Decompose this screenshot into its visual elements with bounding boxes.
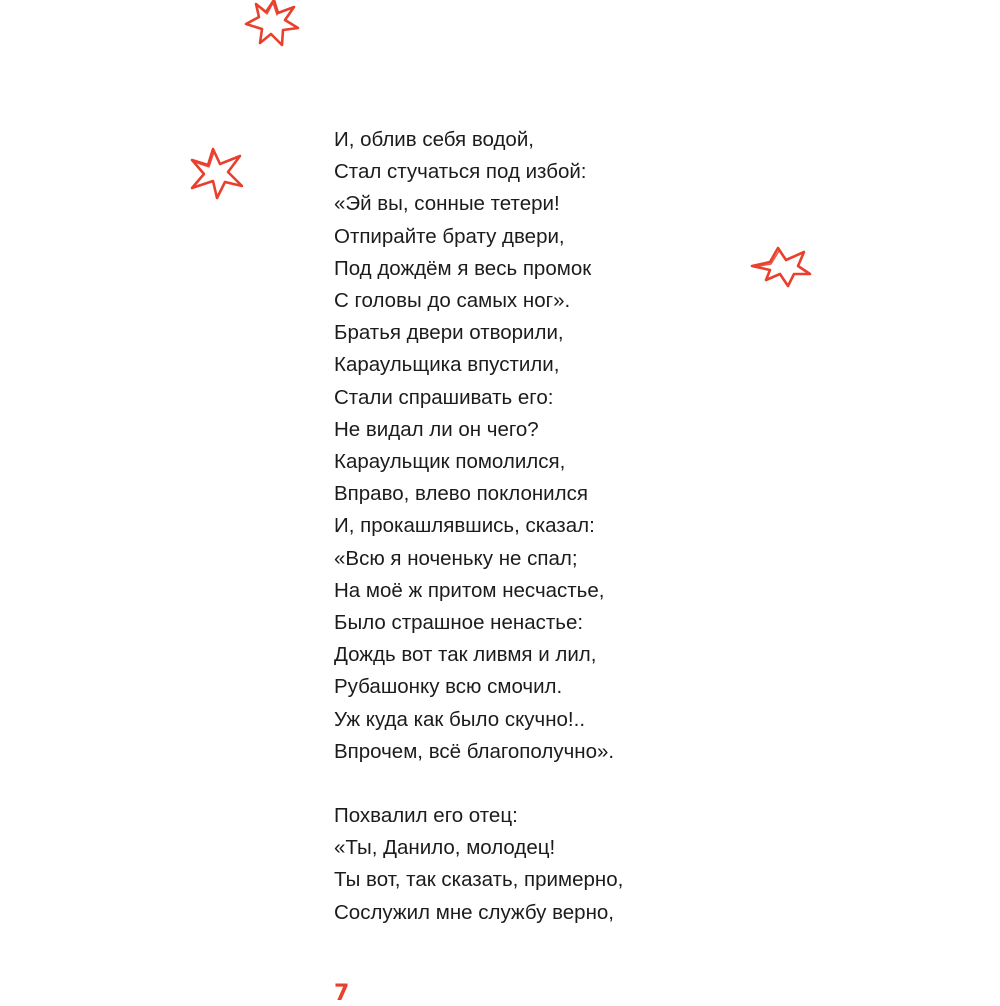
- poem-line: С головы до самых ног».: [334, 289, 571, 313]
- poem-line: Было страшное ненастье:: [334, 611, 584, 635]
- hand-drawn-star-icon: [184, 146, 248, 202]
- poem-line: Под дождём я весь промок: [334, 256, 592, 280]
- poem-line: Похвалил его отец:: [334, 804, 518, 828]
- poem-line: Караульщик помолился,: [334, 450, 566, 474]
- page-number: 7: [334, 981, 350, 1006]
- poem-line: Стал стучаться под избой:: [334, 160, 587, 184]
- poem-line: «Эй вы, сонные тетери!: [334, 192, 560, 216]
- poem-line: Уж куда как было скучно!..: [334, 707, 586, 731]
- poem-line: Сослужил мне службу верно,: [334, 900, 614, 924]
- poem-line: И, прокашлявшись, сказал:: [334, 514, 595, 538]
- stanza-2: [334, 800, 894, 929]
- poem-line: Вправо, влево поклонился: [334, 482, 588, 506]
- poem-line: Караульщика впустили,: [334, 353, 560, 377]
- poem-line: Впрочем, всё благополучно».: [334, 739, 615, 763]
- poem-line: Отпирайте брату двери,: [334, 224, 565, 248]
- poem-line: Братья двери отворили,: [334, 321, 564, 345]
- poem-line: Не видал ли он чего?: [334, 417, 539, 441]
- poem-text: [334, 124, 894, 929]
- stanza-1: [334, 124, 894, 768]
- poem-line: «Ты, Данило, молодец!: [334, 836, 556, 860]
- poem-line: «Всю я ноченьку не спал;: [334, 546, 578, 570]
- hand-drawn-star-icon: [238, 0, 302, 48]
- poem-line: Дождь вот так ливмя и лил,: [334, 643, 597, 667]
- poem-line: Ты вот, так сказать, примерно,: [334, 868, 624, 892]
- poem-line: Рубашонку всю смочил.: [334, 675, 563, 699]
- poem-line: И, облив себя водой,: [334, 128, 534, 151]
- poem-line: На моё ж притом несчастье,: [334, 578, 605, 602]
- poem-line: Стали спрашивать его:: [334, 385, 554, 409]
